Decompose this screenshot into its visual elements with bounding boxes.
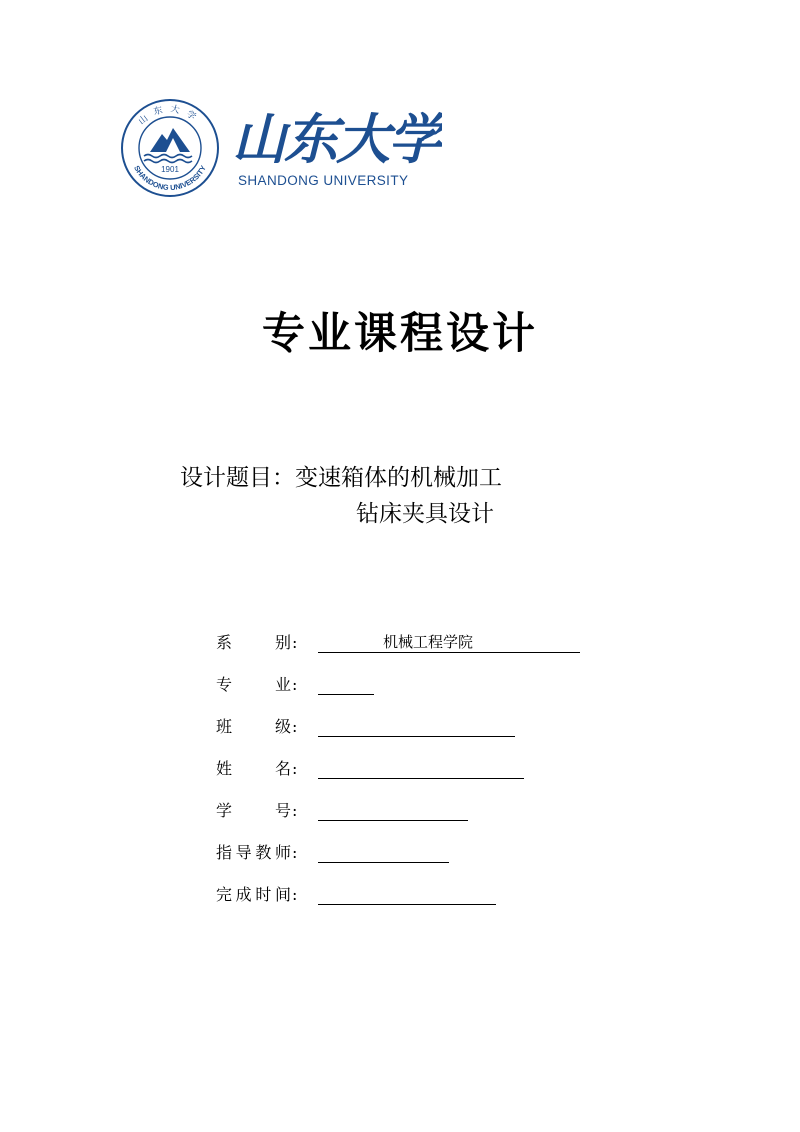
seal-top-text: 山东大学: [137, 104, 203, 128]
page-title: 专业课程设计: [262, 309, 538, 359]
department-field[interactable]: 机械工程学院: [318, 630, 580, 653]
university-name-calligraphy: [232, 98, 442, 170]
field-colon: :: [292, 717, 298, 736]
field-label: 完成时间: [216, 885, 291, 904]
field-colon: :: [292, 675, 298, 694]
student-id-field[interactable]: [318, 798, 468, 821]
topic-label: 设计题目：: [180, 465, 295, 491]
seal-bottom-text: SHANDONG UNIVERSITY: [132, 163, 208, 193]
field-label: 指导教师: [216, 843, 291, 862]
topic-line-2: 钻床夹具设计: [356, 501, 494, 527]
university-header: [120, 98, 450, 200]
field-label: 专 业: [216, 675, 291, 694]
field-label: 系 别: [216, 633, 291, 652]
field-colon: :: [292, 759, 298, 778]
svg-text:山东大学: 山东大学: [232, 107, 440, 170]
field-colon: :: [292, 843, 298, 862]
completion-date-field[interactable]: [318, 882, 496, 905]
university-seal-logo: [120, 98, 220, 198]
field-colon: :: [292, 801, 298, 820]
field-label: 学 号: [216, 801, 291, 820]
advisor-field[interactable]: [318, 840, 449, 863]
field-colon: :: [292, 885, 298, 904]
field-colon: :: [292, 633, 298, 652]
topic-line-1: 变速箱体的机械加工: [295, 465, 502, 491]
name-field[interactable]: [318, 756, 524, 779]
field-label: 姓 名: [216, 759, 291, 778]
seal-year: 1901: [161, 165, 179, 174]
field-label: 班 级: [216, 717, 291, 736]
class-field[interactable]: [318, 714, 515, 737]
university-name-english: SHANDONG UNIVERSITY: [238, 173, 409, 188]
design-topic: [180, 460, 502, 532]
major-field[interactable]: [318, 672, 374, 695]
